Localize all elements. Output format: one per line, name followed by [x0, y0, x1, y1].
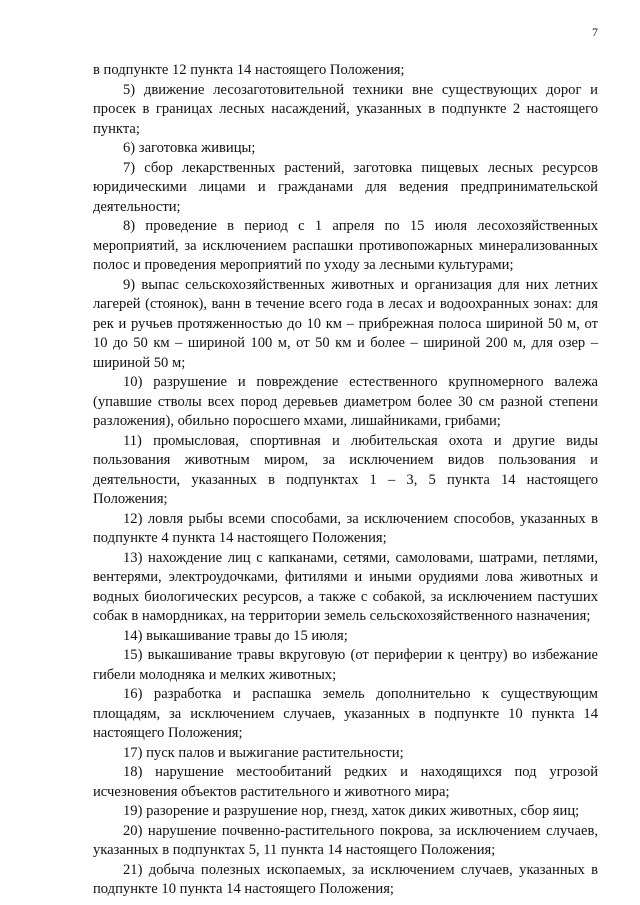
list-item-9: 9) выпас сельскохозяйственных животных и организация для них летних лагерей (стоянок), ванн в течение всего года в лесах и водоохранных зонах: для рек и ручьев протяженностью до 10 км – прибрежная полоса шириной 50 м, от 10 до 50 км – шириной 100 м, от 50 км и более – шириной 200 м, для озер – шириной 50 м;: [93, 276, 598, 371]
list-item-15: 15) выкашивание травы вкруговую (от периферии к центру) во избежание гибели молодняка и мелких животных;: [93, 647, 598, 683]
list-item-13: 13) нахождение лиц с капканами, сетями, самоловами, шатрами, петлями, вентерями, электроудочками, фитилями и иными орудиями лова животных и водных биологических ресурсов, а также с собакой, за исключением пастуших собак в намордниках, на территории земель сельскохозяйственного назначения;: [93, 549, 598, 624]
list-item-21: 21) добыча полезных ископаемых, за исключением случаев, указанных в подпункте 10 пункта 14 настоящего Положения;: [93, 861, 598, 897]
document-body: [93, 61, 598, 900]
list-item-11: 11) промысловая, спортивная и любительская охота и другие виды пользования животным миром, за исключением видов пользования и деятельности, указанных в подпунктах 1 – 3, 5 пункта 14 настоящего Положения;: [93, 432, 598, 507]
list-item-14: 14) выкашивание травы до 15 июля;: [123, 627, 348, 644]
list-item-18: 18) нарушение местообитаний редких и находящихся под угрозой исчезновения объектов растительного и животного мира;: [93, 764, 598, 800]
page-number: 7: [592, 25, 598, 39]
list-item-12: 12) ловля рыбы всеми способами, за исключением способов, указанных в подпункте 4 пункта 14 настоящего Положения;: [93, 510, 598, 546]
list-item-5: 5) движение лесозаготовительной техники вне существующих дорог и просек в границах лесных насаждений, указанных в подпункте 2 настоящего пункта;: [93, 81, 598, 137]
list-item-16: 16) разработка и распашка земель дополнительно к существующим площадям, за исключением случаев, указанных в подпункте 10 пункта 14 настоящего Положения;: [93, 686, 598, 741]
list-item-8: 8) проведение в период с 1 апреля по 15 июля лесохозяйственных мероприятий, за исключением распашки противопожарных минерализованных полос и проведения мероприятий по уходу за лесными культурами;: [93, 218, 598, 273]
list-item-10: 10) разрушение и повреждение естественного крупномерного валежа (упавшие стволы всех пород деревьев диаметром более 30 см разной степени разложения), обильно поросшего мхами, лишайниками, грибами;: [93, 374, 598, 429]
list-item-20: 20) нарушение почвенно-растительного покрова, за исключением случаев, указанных в подпунктах 5, 11 пункта 14 настоящего Положения;: [93, 822, 598, 858]
list-item-7: 7) сбор лекарственных растений, заготовка пищевых лесных ресурсов юридическими лицами и гражданами для ведения предпринимательской деятельности;: [93, 159, 598, 215]
list-item-19: 19) разорение и разрушение нор, гнезд, хаток диких животных, сбор яиц;: [123, 803, 580, 819]
list-item-6: 6) заготовка живицы;: [123, 140, 256, 156]
list-item-17: 17) пуск палов и выжигание растительности;: [123, 744, 404, 761]
paragraph-continuation: в подпункте 12 пункта 14 настоящего Положения;: [93, 62, 405, 78]
